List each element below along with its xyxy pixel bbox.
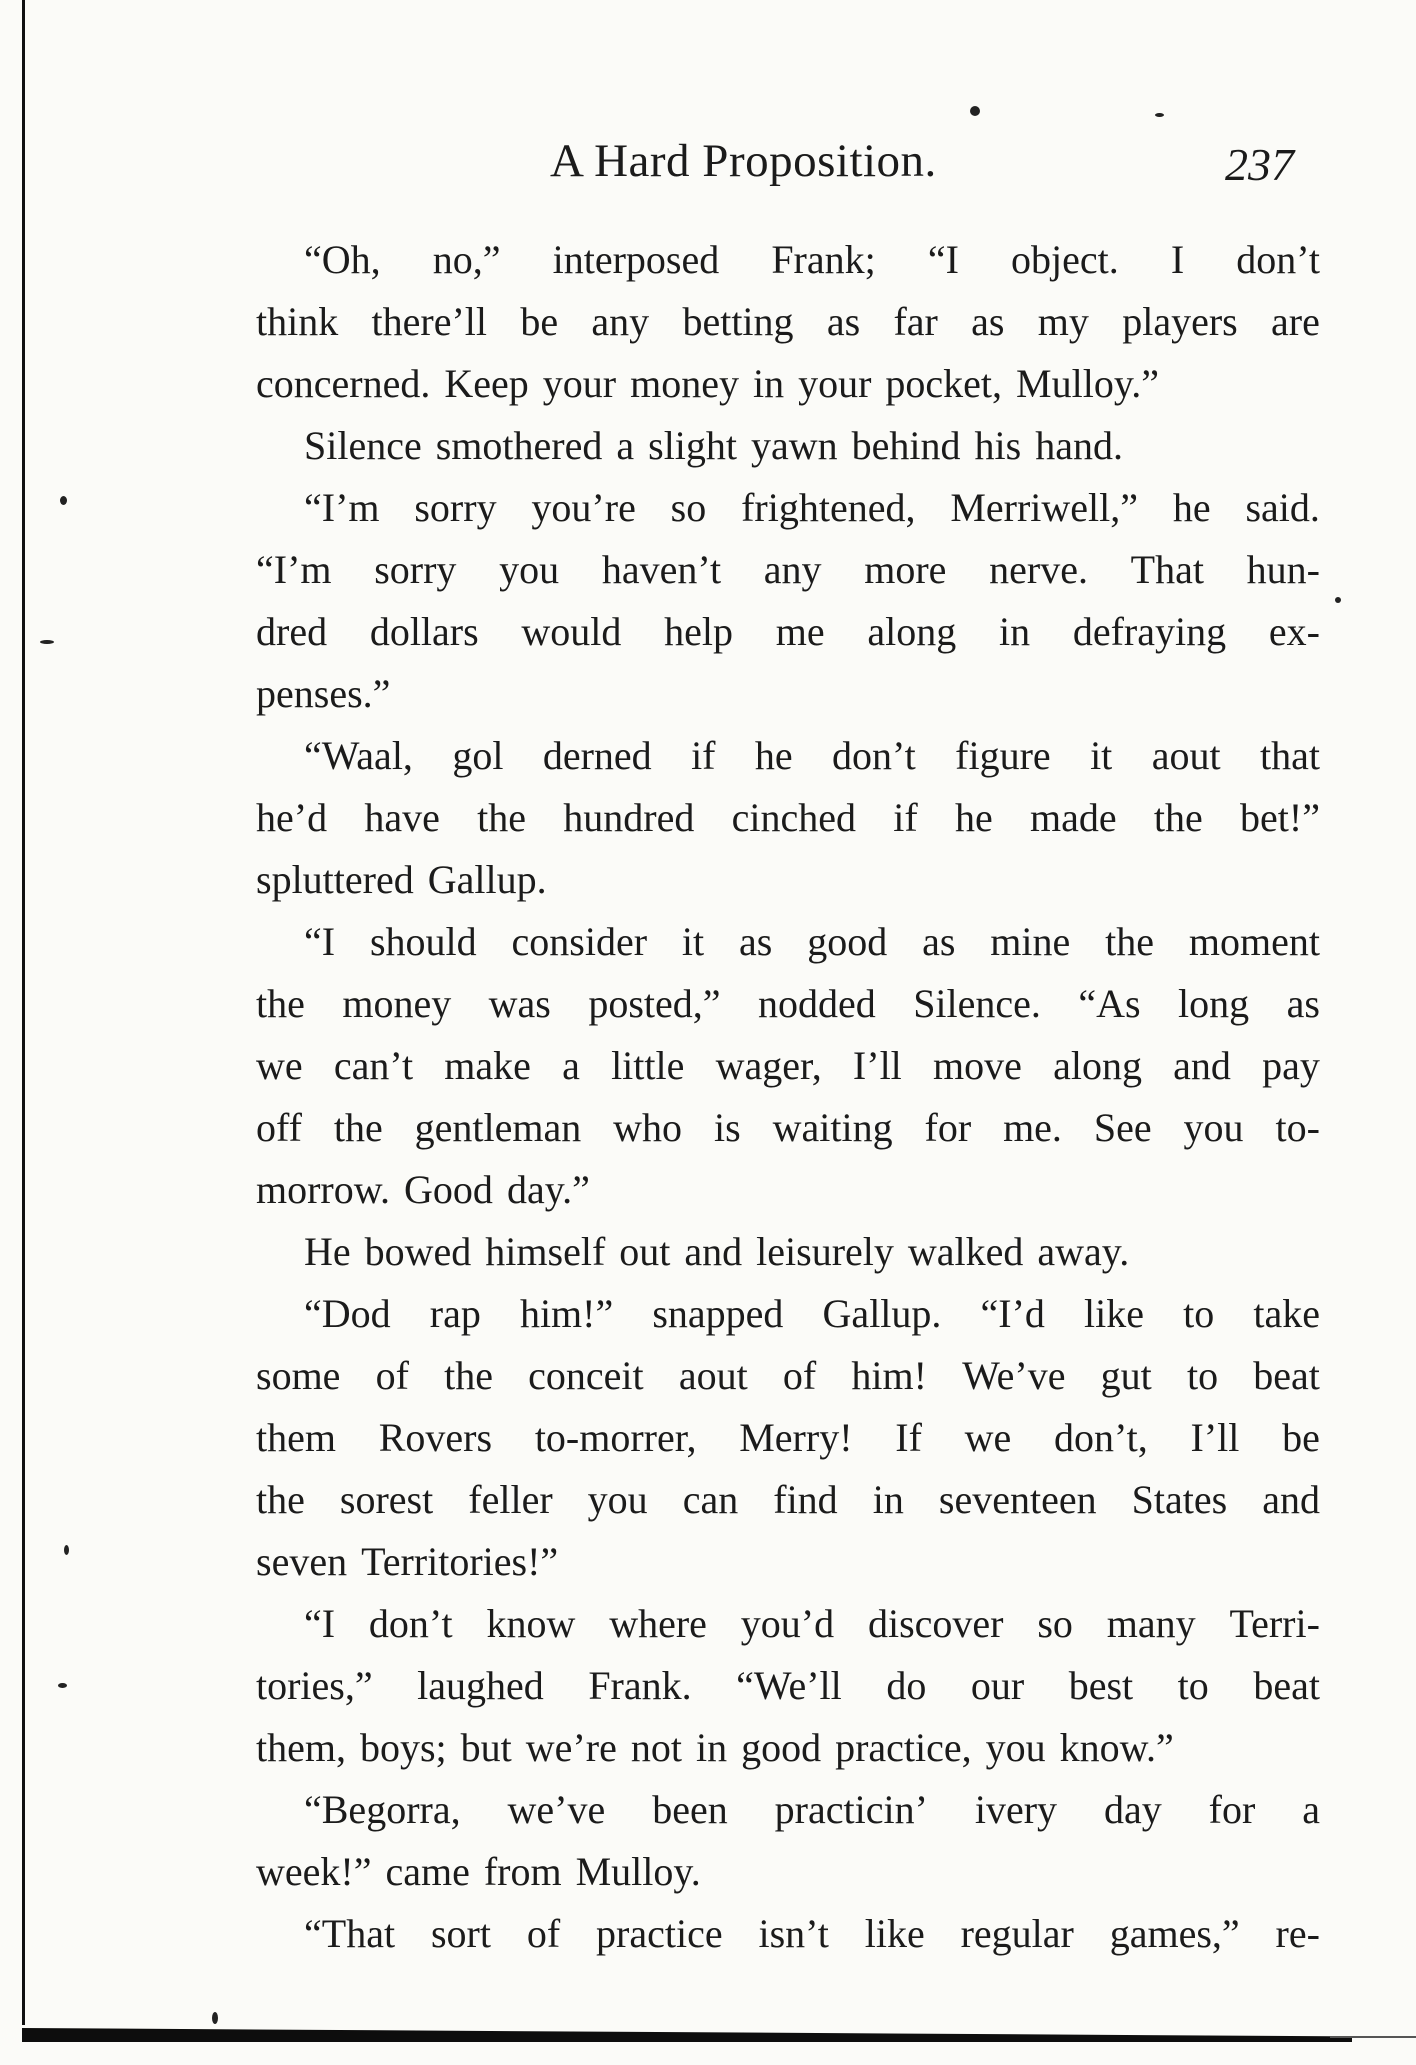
- text-line: “That sort of practice isn’t like regular games,” re-: [304, 1911, 1320, 1956]
- text-line: dred dollars would help me along in defraying ex-: [256, 609, 1320, 654]
- scan-speck: [64, 1545, 69, 1555]
- text-line: spluttered Gallup.: [256, 857, 547, 902]
- scan-speck: [970, 106, 980, 116]
- running-head-title: A Hard Proposition.: [550, 135, 937, 187]
- text-line: “I should consider it as good as mine the moment: [304, 919, 1320, 964]
- bottom-edge-line: [1330, 2036, 1416, 2038]
- scan-speck: [1335, 597, 1341, 603]
- text-line: off the gentleman who is waiting for me. See you to-: [256, 1105, 1320, 1150]
- text-line: penses.”: [256, 671, 391, 716]
- text-line: concerned. Keep your money in your pocket, Mulloy.”: [256, 361, 1159, 406]
- scan-speck: [1155, 113, 1164, 117]
- text-line: week!” came from Mulloy.: [256, 1849, 701, 1894]
- text-line: we can’t make a little wager, I’ll move along and pay: [256, 1043, 1320, 1088]
- text-line: some of the conceit aout of him! We’ve gut to beat: [256, 1353, 1320, 1398]
- text-line: morrow. Good day.”: [256, 1167, 590, 1212]
- text-line: think there’ll be any betting as far as my players are: [256, 299, 1320, 344]
- running-head: [0, 134, 1416, 194]
- text-line: He bowed himself out and leisurely walked away.: [304, 1229, 1130, 1274]
- text-line: them Rovers to-morrer, Merry! If we don’t, I’ll be: [256, 1415, 1320, 1460]
- page-number: 237: [1225, 139, 1294, 190]
- text-line: the money was posted,” nodded Silence. “As long as: [256, 981, 1320, 1026]
- text-line: “I don’t know where you’d discover so many Terri-: [304, 1601, 1320, 1646]
- text-line: seven Territories!”: [256, 1539, 559, 1584]
- body-text: [256, 229, 1320, 1965]
- text-line: “Dod rap him!” snapped Gallup. “I’d like to take: [304, 1291, 1320, 1336]
- scan-speck: [40, 640, 54, 644]
- text-line: “I’m sorry you haven’t any more nerve. That hun-: [256, 547, 1320, 592]
- text-line: “Begorra, we’ve been practicin’ ivery day for a: [304, 1787, 1320, 1832]
- text-line: Silence smothered a slight yawn behind his hand.: [304, 423, 1123, 468]
- scan-speck: [212, 2012, 218, 2024]
- text-line: he’d have the hundred cinched if he made the bet!”: [256, 795, 1320, 840]
- text-line: the sorest feller you can find in seventeen States and: [256, 1477, 1320, 1522]
- scan-speck: [60, 496, 67, 505]
- text-line: “Waal, gol derned if he don’t figure it aout that: [304, 733, 1320, 778]
- scan-speck: [58, 1683, 67, 1688]
- text-line: “I’m sorry you’re so frightened, Merriwell,” he said.: [304, 485, 1320, 530]
- text-line: tories,” laughed Frank. “We’ll do our best to beat: [256, 1663, 1320, 1708]
- text-line: them, boys; but we’re not in good practice, you know.”: [256, 1725, 1174, 1770]
- binding-edge-line: [22, 0, 25, 2025]
- text-line: “Oh, no,” interposed Frank; “I object. I don’t: [304, 237, 1320, 282]
- bottom-edge-shadow: [22, 2028, 1352, 2042]
